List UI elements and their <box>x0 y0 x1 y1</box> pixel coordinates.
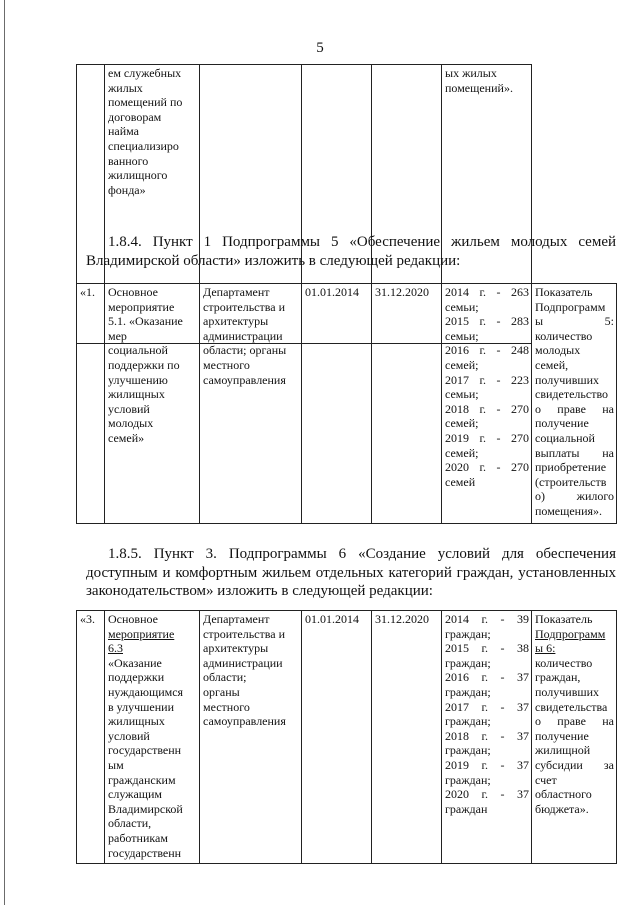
cell-end-date: 31.12.2020 <box>372 284 442 524</box>
paragraph-1-8-4: 1.8.4. Пункт 1 Подпрограммы 5 «Обеспечение жильем молодых семей Владимирской области» изложить в следующей редакции: <box>86 234 616 269</box>
cell-indicator: Показатель Подпрограмм ы 5: количество молодых семей, получивших свидетельство о праве на получение социальной выплаты на приобретение (строительств о) жилого помещения». <box>532 284 617 524</box>
cell-measure: Основное мероприятие 5.1. «Оказание мер социальной поддержки по улучшению жилищных условий молодых семей» <box>105 284 200 524</box>
cell-values: 2014 г. - 263 семьи; 2015 г. - 283 семьи; 2016 г. - 248 семей; 2017 г. - 223 семьи; 2018 г. - 270 семей; 2019 г. - 270 семей; 2020 г. - 270 семей <box>442 284 532 524</box>
cell-indicator: ых жилых помещений». <box>442 65 532 344</box>
cell-num: «1. <box>77 284 105 524</box>
cell-end-date: 31.12.2020 <box>372 611 442 864</box>
cell-executor: Департамент строительства и архитектуры администрации области; органы местного самоуправления <box>200 284 302 524</box>
table-row <box>77 611 617 864</box>
table-item-3 <box>76 610 617 864</box>
cell-measure: ем служебных жилых помещений по договорам найма специализиро ванного жилищного фонда» <box>105 65 200 344</box>
page-number: 5 <box>316 40 324 56</box>
table-row <box>77 284 617 524</box>
cell-measure: Основное мероприятие 6.3 «Оказание поддержки нуждающимся в улучшении жилищных условий государственн ым гражданским служащим Владимирской области, работникам государственн <box>105 611 200 864</box>
cell-values: 2014 г. - 39 граждан; 2015 г. - 38 граждан; 2016 г. - 37 граждан; 2017 г. - 37 граждан; 2018 г. - 37 граждан; 2019 г. - 37 граждан; 2020 г. - 37 граждан <box>442 611 532 864</box>
cell-indicator: Показатель Подпрограмм ы 6: количество граждан, получивших свидетельства о праве на получение жилищной субсидии за счет областного бюджета». <box>532 611 617 864</box>
cell-executor: Департамент строительства и архитектуры администрации области; органы местного самоуправления <box>200 611 302 864</box>
cell-start-date: 01.01.2014 <box>302 611 372 864</box>
paragraph-1-8-5: 1.8.5. Пункт 3. Подпрограммы 6 «Создание условий для обеспечения доступным и комфортным жильем отдельных категорий граждан, установленных законодательством» изложить в следующей редакции: <box>86 546 616 599</box>
table-item-1 <box>76 283 617 524</box>
scan-left-edge <box>4 0 5 905</box>
cell-num: «3. <box>77 611 105 864</box>
cell-start-date: 01.01.2014 <box>302 284 372 524</box>
